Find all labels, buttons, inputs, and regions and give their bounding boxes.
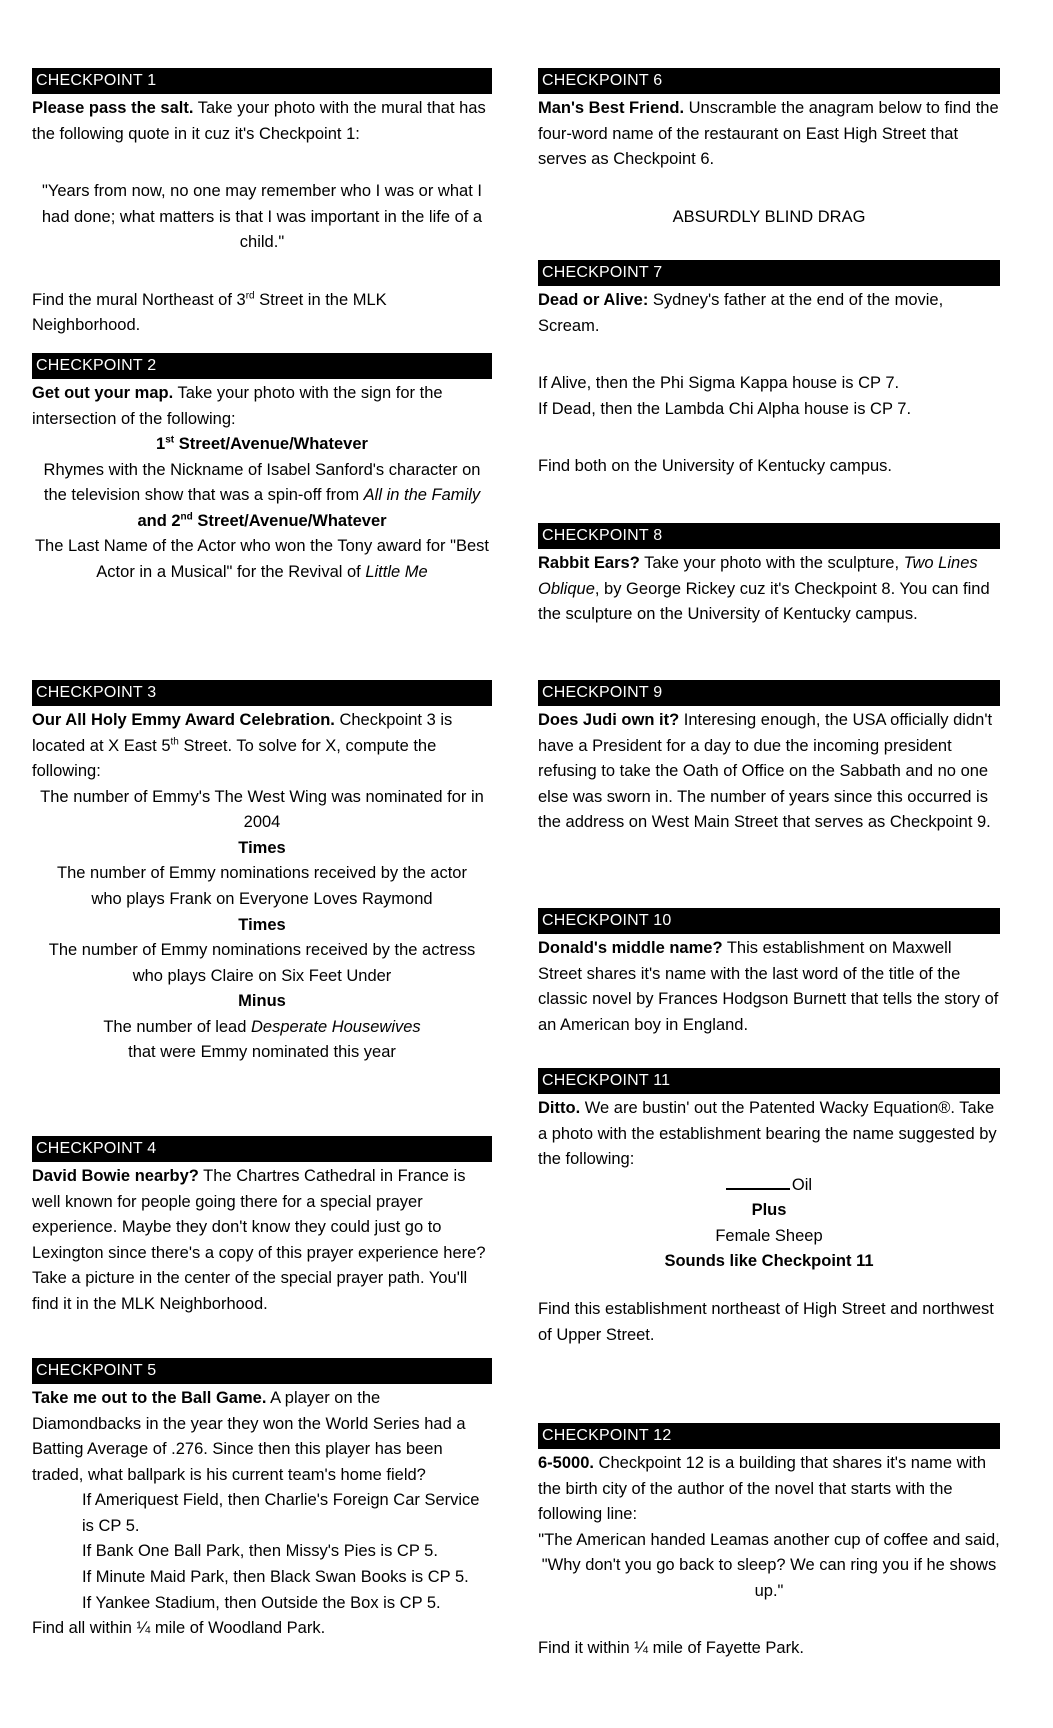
street-1 xyxy=(32,432,492,458)
checkpoint-3 xyxy=(32,680,492,1066)
sculpture-title: Two Lines Oblique xyxy=(538,554,978,598)
intro-text: Sydney's father at the end of the movie, Scream. xyxy=(538,291,944,335)
checkpoint-title: 6-5000. xyxy=(538,1454,594,1472)
intro-text: Take your photo with the sign for the intersection of the following: xyxy=(32,384,443,428)
find-text: Find this establishment northeast of High Street and northwest of Upper Street. xyxy=(538,1299,994,1344)
body-b: , by George Rickey cuz it's Checkpoint 8. You can find the sculpture on the University of Kentucky campus. xyxy=(538,579,990,624)
checkpoint-9 xyxy=(538,680,1000,836)
checkpoint-body xyxy=(538,708,1000,836)
clue-text: Rhymes with the Nickname of Isabel Sanford's character on the television show that was a spin-off from xyxy=(43,460,481,505)
dead-text: If Dead, then the Lambda Chi Alpha house is CP 7. xyxy=(538,399,912,418)
checkpoint-title: Take me out to the Ball Game. xyxy=(32,1389,267,1407)
body-text: This establishment on Maxwell Street shares it's name with the last word of the title of the classic novel by Frances Hodgson Burnett that tells the story of an American boy in England. xyxy=(538,939,999,1034)
checkpoint-title: Dead or Alive: xyxy=(538,291,649,309)
option-1: If Ameriquest Field, then Charlie's Foreign Car Service is CP 5. xyxy=(82,1491,480,1535)
checkpoint-title: Rabbit Ears? xyxy=(538,554,640,572)
equation-line-4a xyxy=(32,1015,492,1041)
eq1-text: Oil xyxy=(791,1175,813,1194)
intro-text: A player on the Diamondbacks in the year they won the World Series had a Batting Average of .276. Since then this player has been traded, what ballpark is his current team's home field? xyxy=(32,1389,466,1484)
checkpoint-title: Donald's middle name? xyxy=(538,939,723,957)
body-text: The Chartres Cathedral in France is well known for people going there for a special prayer experience. Maybe they don't know they could just go to Lexington since there's a copy of this prayer experience here? Take a picture in the center of the special prayer path. You'll find it in the MLK Neighborhood. xyxy=(32,1167,486,1313)
equation-operator: Plus xyxy=(751,1201,787,1220)
checkpoint-intro xyxy=(32,708,492,785)
checkpoint-body xyxy=(538,936,1000,1038)
checkpoint-header: CHECKPOINT 12 xyxy=(538,1423,1000,1449)
checkpoint-header: CHECKPOINT 8 xyxy=(538,523,1000,549)
find-sup: rd xyxy=(245,290,255,302)
checkpoint-intro xyxy=(32,381,492,432)
intro-text: We are bustin' out the Patented Wacky Equation®. Take a photo with the establishment bearing the name suggested by the following: xyxy=(538,1099,997,1169)
checkpoint-6 xyxy=(538,68,1000,230)
checkpoint-title: Does Judi own it? xyxy=(538,711,680,729)
checkpoint-12 xyxy=(538,1423,1000,1662)
checkpoint-intro xyxy=(538,288,1000,339)
find-text: Find both on the University of Kentucky campus. xyxy=(538,457,893,476)
equation-line-2a: The number of Emmy nominations received by the actor xyxy=(57,864,467,883)
find-pre: Find the mural Northeast of 3 xyxy=(32,290,246,309)
street-2-rest: Street/Avenue/Whatever xyxy=(192,511,387,530)
checkpoint-header: CHECKPOINT 5 xyxy=(32,1358,492,1384)
equation-part-2: Female Sheep xyxy=(715,1226,823,1245)
clue-title: Little Me xyxy=(365,562,428,581)
alive-text: If Alive, then the Phi Sigma Kappa house is CP 7. xyxy=(538,374,900,393)
street-1-sup: st xyxy=(165,434,175,446)
checkpoint-11 xyxy=(538,1068,1000,1348)
street-2-clue xyxy=(32,534,492,585)
street-1-clue xyxy=(32,458,492,509)
find-post: Street in the MLK Neighborhood. xyxy=(32,290,387,335)
street-1-num: 1 xyxy=(156,435,166,454)
fill-in-blank xyxy=(726,1188,790,1190)
checkpoint-intro xyxy=(538,96,1000,173)
checkpoint-header: CHECKPOINT 6 xyxy=(538,68,1000,94)
quote-text: "Years from now, no one may remember who I was or what I had done; what matters is that I was important in the life of a child." xyxy=(41,182,483,252)
operator-3: Minus xyxy=(238,992,286,1011)
intro-b: Street. To solve for X, compute the following: xyxy=(32,736,437,781)
line-4a-title: Desperate Housewives xyxy=(251,1017,421,1036)
checkpoint-header: CHECKPOINT 7 xyxy=(538,260,1000,286)
checkpoint-header: CHECKPOINT 4 xyxy=(32,1136,492,1162)
checkpoint-2 xyxy=(32,353,492,586)
checkpoint-header: CHECKPOINT 2 xyxy=(32,353,492,379)
intro-a: Checkpoint 3 is located at X East 5 xyxy=(32,711,453,755)
intro-text: Unscramble the anagram below to find the four-word name of the restaurant on East High Street that serves as Checkpoint 6. xyxy=(538,99,999,169)
checkpoint-title: Please pass the salt. xyxy=(32,99,194,117)
checkpoint-header: CHECKPOINT 11 xyxy=(538,1068,1000,1094)
street-2 xyxy=(32,509,492,535)
body-text: Interesing enough, the USA officially didn't have a President for a day to due the incoming president refusing to take the Oath of Office on the Sabbath and no one else was sworn in. The number of years since this occurred is the address on West Main Street that serves as Checkpoint 9. xyxy=(538,711,993,832)
equation-line-4b: that were Emmy nominated this year xyxy=(128,1043,396,1062)
checkpoint-title: Get out your map. xyxy=(32,384,174,402)
street-2-pre: and 2 xyxy=(137,511,181,530)
intro-text: Take your photo with the mural that has the following quote in it cuz it's Checkpoint 1: xyxy=(32,99,486,143)
option-4: If Yankee Stadium, then Outside the Box is CP 5. xyxy=(82,1593,441,1612)
checkpoint-title: Our All Holy Emmy Award Celebration. xyxy=(32,711,335,729)
equation-line-3b: who plays Claire on Six Feet Under xyxy=(132,966,392,985)
find-text xyxy=(32,288,492,339)
checkpoint-8 xyxy=(538,523,1000,628)
checkpoint-body xyxy=(538,551,1000,628)
checkpoint-intro xyxy=(538,1096,1000,1173)
checkpoint-title: David Bowie nearby? xyxy=(32,1167,199,1185)
checkpoint-4 xyxy=(32,1136,492,1317)
anagram-text: ABSURDLY BLIND DRAG xyxy=(672,207,866,226)
checkpoint-intro xyxy=(32,96,492,147)
street-1-rest: Street/Avenue/Whatever xyxy=(174,435,368,454)
checkpoint-title: Ditto. xyxy=(538,1099,581,1117)
quote-text: "The American handed Leamas another cup of coffee and said, "Why don't you go back to sleep? We can ring you if he shows up." xyxy=(538,1530,1000,1600)
checkpoint-title: Man's Best Friend. xyxy=(538,99,685,117)
equation-result: Sounds like Checkpoint 11 xyxy=(664,1252,874,1271)
checkpoint-body xyxy=(32,1164,492,1317)
equation-line-3a: The number of Emmy nominations received by the actress xyxy=(48,941,476,960)
body-a: Take your photo with the sculpture, xyxy=(639,554,904,572)
clue-text: The Last Name of the Actor who won the Tony award for "Best Actor in a Musical" for the Revival of xyxy=(34,537,490,581)
operator-2: Times xyxy=(238,915,286,934)
checkpoint-10 xyxy=(538,908,1000,1038)
checkpoint-1 xyxy=(32,68,492,339)
find-text: Find all within ¼ mile of Woodland Park. xyxy=(32,1619,326,1638)
equation-line-1: The number of Emmy's The West Wing was nominated for in 2004 xyxy=(40,787,484,832)
intro-text: Checkpoint 12 is a building that shares it's name with the birth city of the author of the novel that starts with the following line: xyxy=(538,1454,986,1524)
line-4a-pre: The number of lead xyxy=(103,1017,251,1036)
option-3: If Minute Maid Park, then Black Swan Books is CP 5. xyxy=(82,1567,469,1586)
checkpoint-header: CHECKPOINT 1 xyxy=(32,68,492,94)
clue-title: All in the Family xyxy=(363,486,481,505)
checkpoint-intro xyxy=(32,1386,492,1488)
find-text: Find it within ¼ mile of Fayette Park. xyxy=(538,1639,804,1658)
equation-line-2b: who plays Frank on Everyone Loves Raymond xyxy=(91,889,433,908)
equation-part-1 xyxy=(538,1173,1000,1199)
checkpoint-5 xyxy=(32,1358,492,1642)
checkpoint-header: CHECKPOINT 3 xyxy=(32,680,492,706)
checkpoint-header: CHECKPOINT 10 xyxy=(538,908,1000,934)
checkpoint-7 xyxy=(538,260,1000,480)
checkpoint-intro xyxy=(538,1451,1000,1528)
street-2-sup: nd xyxy=(180,511,193,523)
operator-1: Times xyxy=(238,838,286,857)
option-2: If Bank One Ball Park, then Missy's Pies is CP 5. xyxy=(82,1542,438,1561)
intro-sup: th xyxy=(170,736,179,748)
checkpoint-header: CHECKPOINT 9 xyxy=(538,680,1000,706)
